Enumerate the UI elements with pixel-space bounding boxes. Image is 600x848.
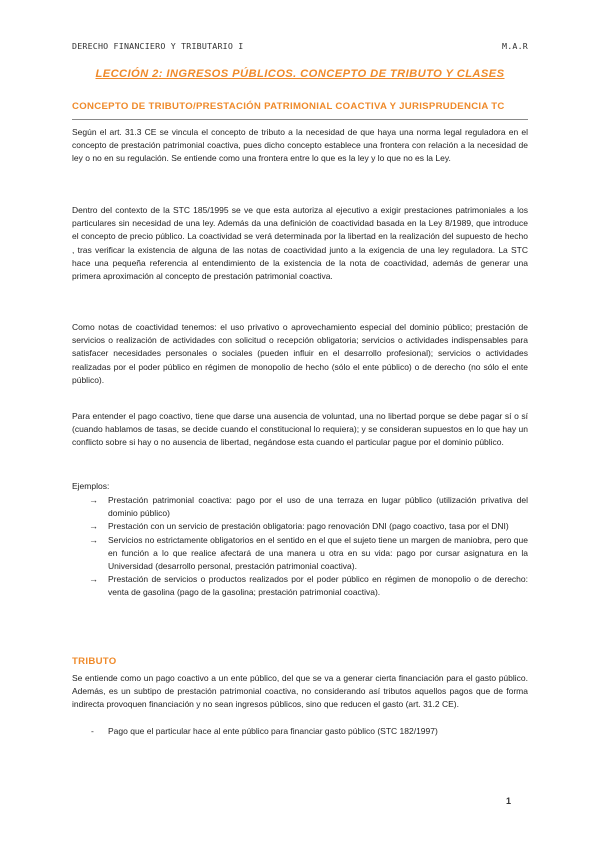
list-item: → Servicios no estrictamente obligatorios en el sentido en el que el sujeto tiene un margen de maniobra, pero que en función a lo que realice afectará de una manera u otra en su vida: pago por cursar asignatura en la Universidad (desarrollo personal, prestación patrimonial coactiva). bbox=[89, 534, 528, 572]
paragraph: Según el art. 31.3 CE se vincula el concepto de tributo a la necesidad de que haya una norma legal reguladora en el concepto de prestación patrimonial coactiva, pues dicho concepto establece una frontera con relación a la necesidad de ley o no en su regulación. Se entiende como una frontera entre lo que es la ley y lo que no es la Ley. bbox=[72, 127, 528, 164]
header-author-initials: M.A.R bbox=[502, 41, 528, 51]
section-divider bbox=[72, 119, 528, 120]
list-item: → Prestación de servicios o productos realizados por el poder público en régimen de monopolio o de derecho: venta de gasolina (pago de la gasolina; prestación patrimonial coactiva). bbox=[89, 574, 528, 598]
dash-icon: - bbox=[91, 726, 94, 736]
examples-label: Ejemplos: bbox=[72, 481, 110, 491]
section-title-concepto: CONCEPTO DE TRIBUTO/PRESTACIÓN PATRIMONIAL COACTIVA Y JURISPRUDENCIA TC bbox=[72, 101, 505, 112]
arrow-icon: → bbox=[89, 534, 98, 545]
paragraph: Dentro del contexto de la STC 185/1995 se ve que esta autoriza al ejecutivo a exigir prestaciones patrimoniales a los particulares sin necesidad de una ley. Además da una definición de coactividad basada en la Ley 8/1989, que introduce el concepto de precio público. La coactividad se verá determinada por la libertad en la realización del supuesto de hecho , tras verificar la existencia de alguna de las notas de coactividad junto a la exigencia de una ley reguladora. La STC hace una pequeña referencia al entendimiento de la existencia de la nota de coactividad, además de generar una primera aproximación al concepto de prestación patrimonial coactiva. bbox=[72, 205, 528, 282]
lesson-title: LECCIÓN 2: INGRESOS PÚBLICOS. CONCEPTO DE TRIBUTO Y CLASES bbox=[95, 68, 505, 80]
list-item: → Prestación patrimonial coactiva: pago por el uso de una terraza en lugar público (utilización privativa del dominio público) bbox=[89, 495, 528, 519]
arrow-icon: → bbox=[89, 521, 98, 532]
paragraph: Como notas de coactividad tenemos: el uso privativo o aprovechamiento especial del dominio público; prestación de servicios o realización de actividades con solicitud o recepción obligatoria; servicios o actividades indispensables para satisfacer necesidades personales o sociales (pueden influir en el desarrollo profesional); servicios o actividades realizadas por el poder público en régimen de monopolio de hecho (sólo el ente público) o de derecho (no sólo el ente público). bbox=[72, 322, 528, 385]
section-title-tributo: TRIBUTO bbox=[72, 656, 117, 667]
examples-list bbox=[72, 494, 528, 600]
list-item: → Prestación con un servicio de prestación obligatoria: pago renovación DNI (pago coactivo, tasa por el DNI) bbox=[72, 520, 528, 533]
arrow-icon: → bbox=[89, 574, 98, 585]
arrow-icon: → bbox=[89, 495, 98, 505]
list-item: - Pago que el particular hace al ente público para financiar gasto público (STC 182/1997) bbox=[72, 725, 528, 738]
header-course-title: DERECHO FINANCIERO Y TRIBUTARIO I bbox=[72, 41, 244, 51]
page-header bbox=[72, 41, 528, 51]
page-number: 1 bbox=[506, 796, 512, 806]
paragraph: Para entender el pago coactivo, tiene que darse una ausencia de voluntad, una no libertad porque se debe pagar sí o sí (cuando hablamos de tasas, se decide cuando el constitucional lo requiera); y se consideran supuestos en lo que hay un conflicto sobre si hay o no ausencia de libertad, negándose esta cuando el particular pague por el dominio público. bbox=[72, 411, 528, 448]
paragraph: Se entiende como un pago coactivo a un ente público, del que se va a generar cierta financiación para el gasto público. Además, es un subtipo de prestación patrimonial coactiva, no considerando así tributos aquellos pagos que de forma indirecta provoquen financiación y no sean ingresos públicos, sino que reducen el gasto (art. 31.2 CE). bbox=[72, 673, 528, 710]
tributo-list bbox=[72, 725, 528, 738]
